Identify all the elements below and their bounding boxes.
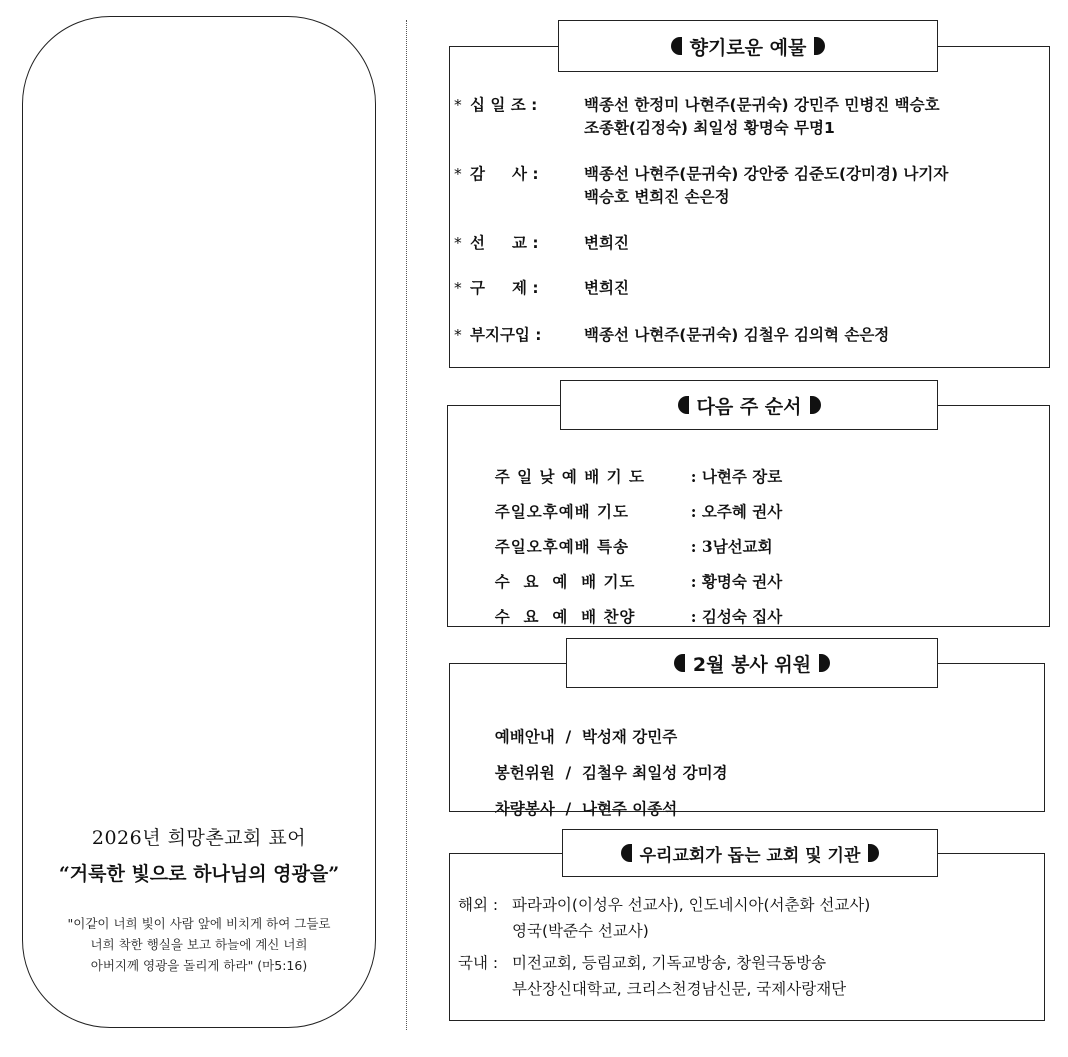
motto-phrase: “거룩한 빛으로 하나님의 영광을” [58, 863, 340, 885]
offering-names: 백종선 나현주(문귀숙) 강안중 김준도(강미경) 나기자 [584, 165, 949, 183]
order-row: 수 요 예 배 찬양 : 김성숙 집사 [494, 607, 783, 626]
motto-title: 2026년 희망촌교회 표어 [91, 827, 307, 849]
right-bracket-icon [868, 844, 879, 862]
offering-names: 백종선 나현주(문귀숙) 김철우 김의혁 손은정 [584, 326, 890, 344]
next-week-title [560, 380, 938, 430]
fold-divider [406, 20, 407, 1030]
left-bracket-icon [678, 396, 689, 414]
supported-names: 영국(박준수 선교사) [512, 922, 649, 940]
motto-panel [22, 16, 376, 1028]
verse-line: 너희 착한 행실을 보고 하늘에 계신 너희 [90, 937, 308, 952]
order-row: 주일오후예배 특송 : 3남선교회 [494, 537, 773, 556]
supported-names: 부산장신대학교, 크리스천경남신문, 국제사랑재단 [512, 980, 847, 998]
volunteer-row: 예배안내 / 박성재 강민주 [494, 727, 678, 746]
offering-names: 변희진 [584, 234, 629, 252]
order-row: 수 요 예 배 기도 : 황명숙 권사 [494, 572, 783, 591]
supported-title-text: 우리교회가 돕는 교회 및 기관 [639, 845, 861, 866]
offering-names: 변희진 [584, 279, 629, 297]
left-bracket-icon [621, 844, 632, 862]
order-row: 주 일 낮 예 배 기 도 : 나현주 장로 [494, 467, 783, 486]
offerings-title-text: 향기로운 예물 [689, 36, 807, 59]
supported-names: 미전교회, 등림교회, 기독교방송, 창원극동방송 [512, 954, 827, 972]
volunteers-title [566, 638, 938, 688]
volunteer-row: 봉헌위원 / 김철우 최일성 강미경 [494, 763, 728, 782]
order-row: 주일오후예배 기도 : 오주혜 권사 [494, 502, 783, 521]
bible-verse [23, 913, 375, 976]
supported-title [562, 829, 938, 877]
left-bracket-icon [674, 654, 685, 672]
offerings-title [558, 20, 938, 72]
right-bracket-icon [814, 37, 825, 55]
offering-names: 조종환(김정숙) 최일성 황명숙 무명1 [584, 119, 835, 137]
right-bracket-icon [819, 654, 830, 672]
right-bracket-icon [810, 396, 821, 414]
verse-line: "이같이 너희 빛이 사람 앞에 비치게 하여 그들로 [67, 916, 331, 931]
left-bracket-icon [671, 37, 682, 55]
volunteers-title-text: 2월 봉사 위원 [692, 653, 812, 676]
offering-names: 백종선 한정미 나현주(문귀숙) 강민주 민병진 백승호 [584, 96, 940, 114]
volunteer-row: 차량봉사 / 나현주 이종석 [494, 799, 678, 818]
supported-names: 파라과이(이성우 선교사), 인도네시아(서춘화 선교사) [512, 896, 871, 914]
next-week-title-text: 다음 주 순서 [696, 395, 802, 418]
verse-line: 아버지께 영광을 돌리게 하라" (마5:16) [90, 958, 308, 973]
offering-names: 백승호 변희진 손은정 [584, 188, 730, 206]
